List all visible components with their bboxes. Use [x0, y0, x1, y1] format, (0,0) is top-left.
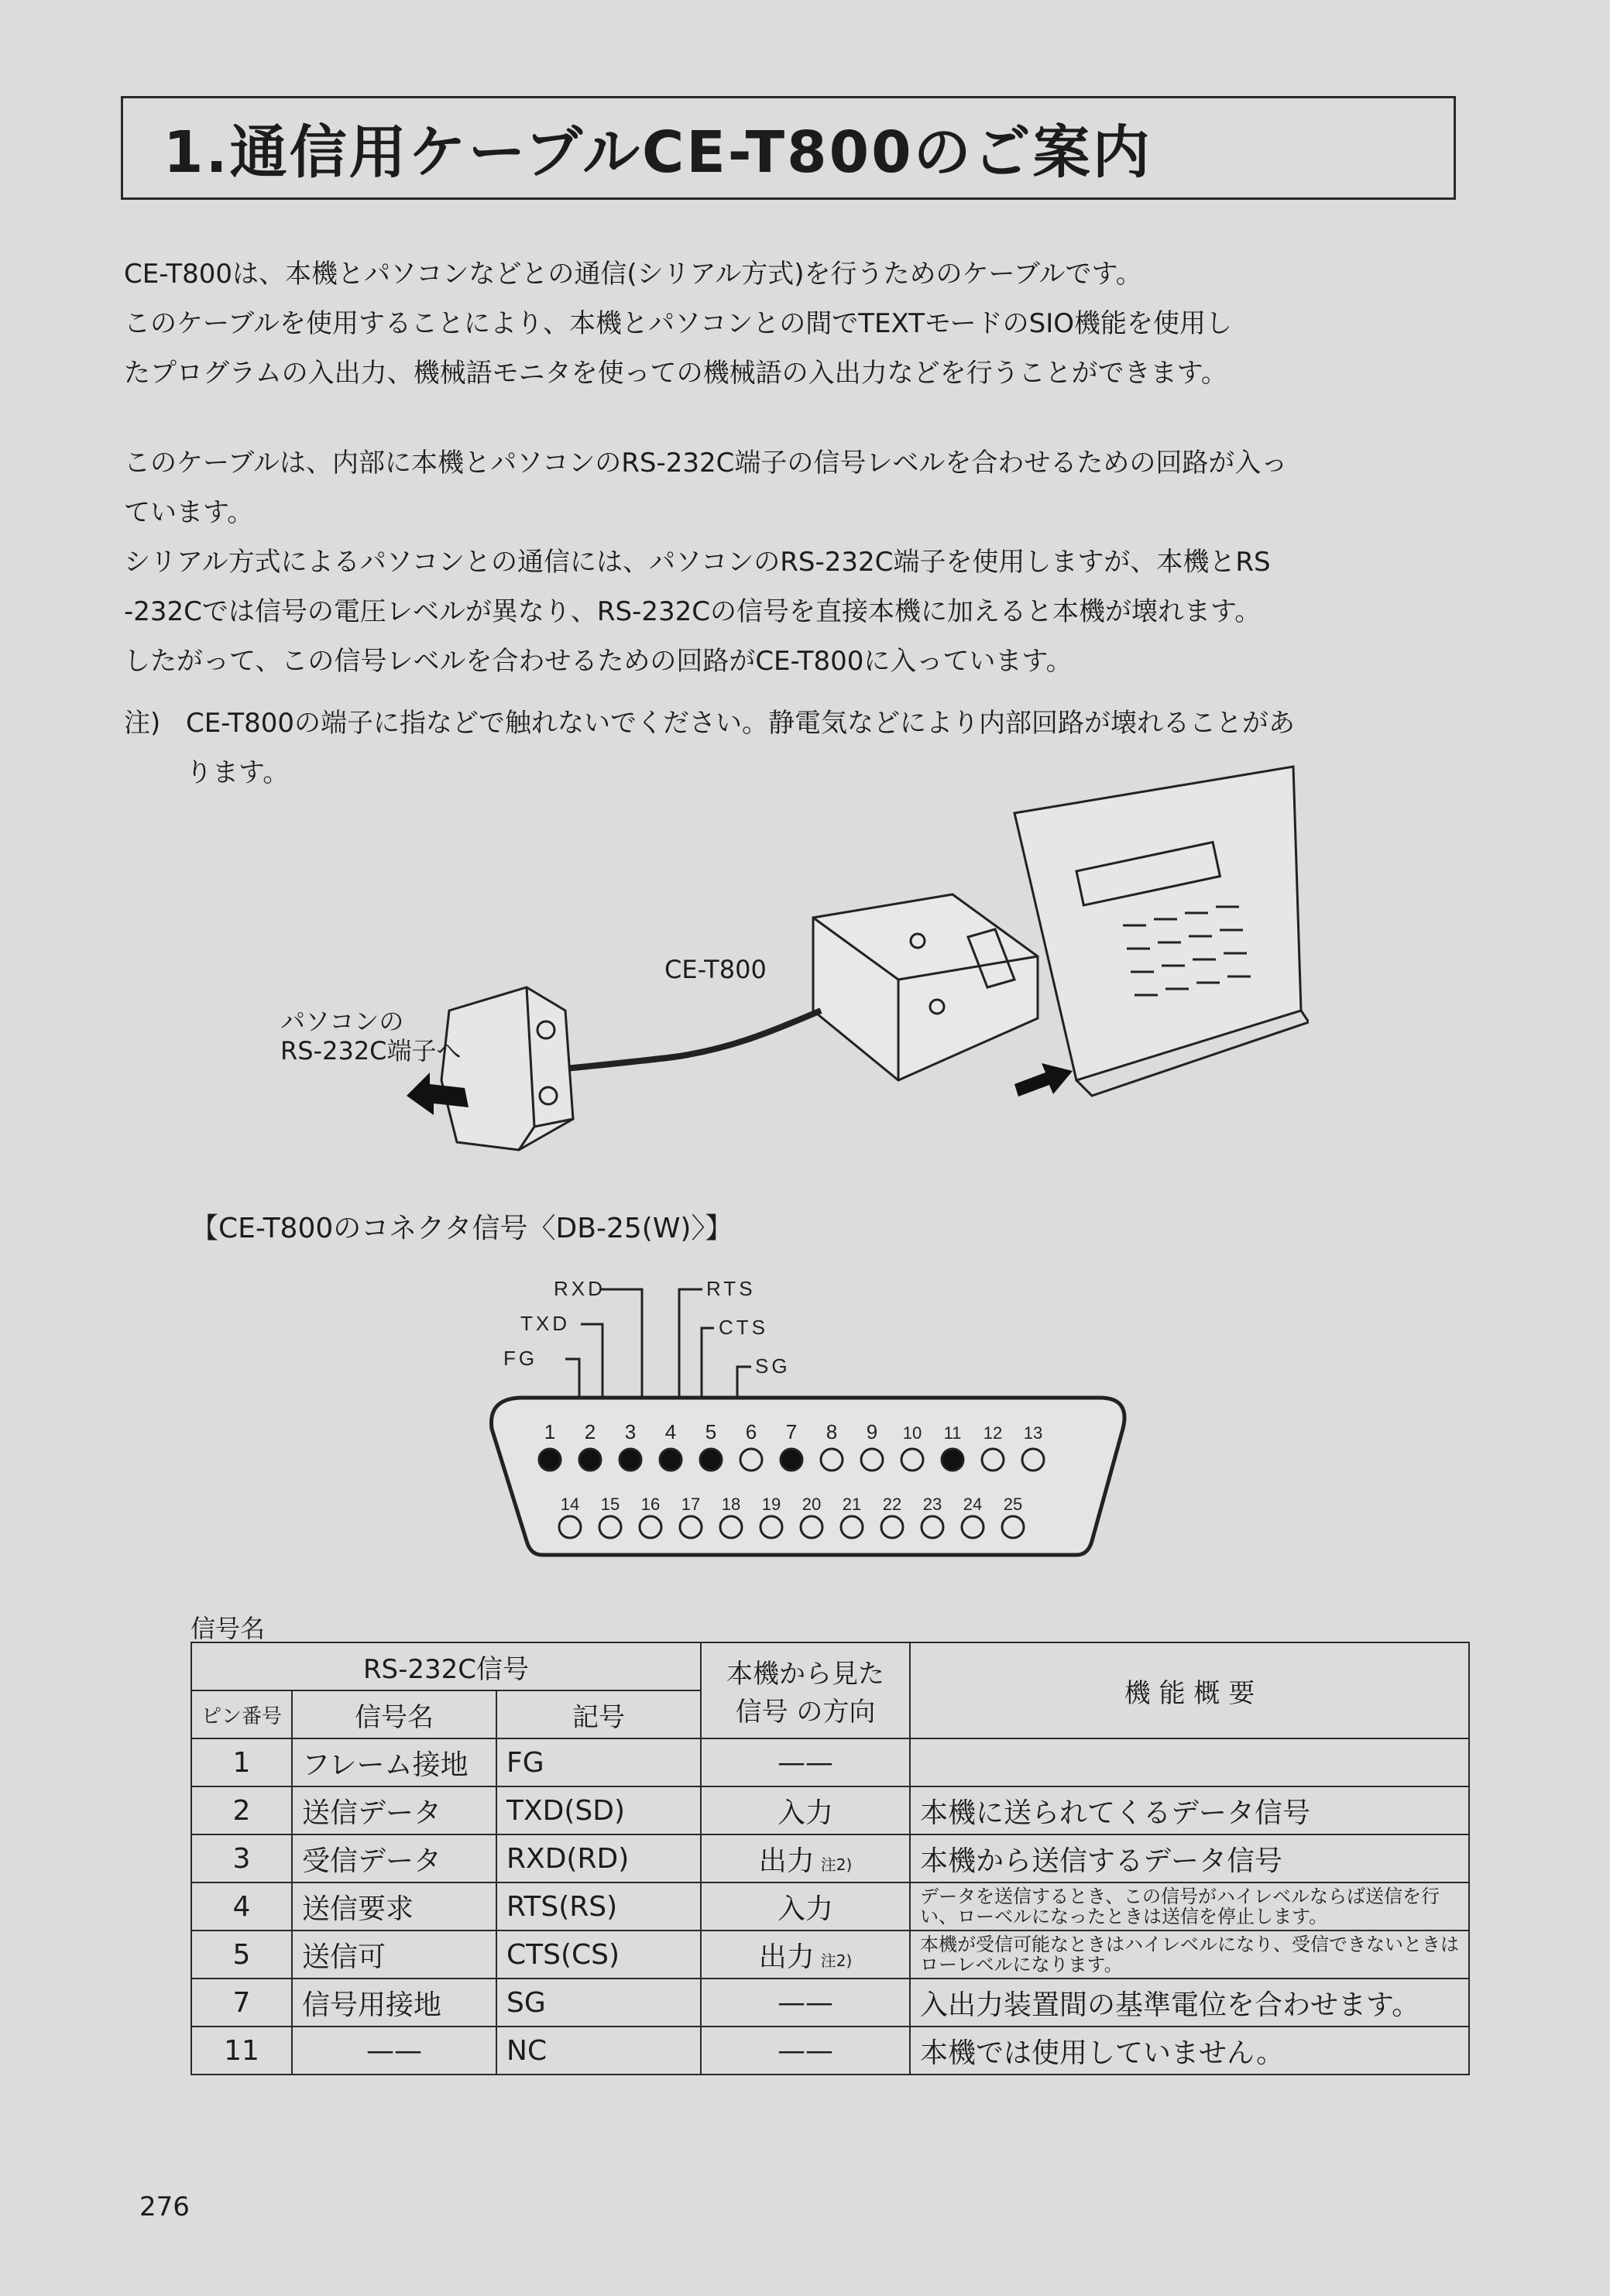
intro-line: たプログラムの入出力、機械語モニタを使っての機械語の入出力などを行うことができます。: [124, 358, 1227, 389]
signal-name-cell: 受信データ: [292, 1834, 496, 1882]
body-paragraph: [124, 438, 1471, 686]
symbol-cell: TXD(SD): [496, 1786, 701, 1834]
pin-number-label: 17: [681, 1495, 701, 1514]
table-row: [191, 1930, 1469, 1979]
direction-cell: 入力: [701, 1786, 910, 1834]
symbol-cell: FG: [496, 1738, 701, 1786]
function-cell: 入出力装置間の基準電位を合わせます。: [910, 1979, 1469, 2027]
pin-number-label: 8: [826, 1420, 838, 1443]
table-row: [191, 1834, 1469, 1882]
pin-unused: [982, 1449, 1004, 1471]
table-row: [191, 2027, 1469, 2075]
direction-cell: ——: [701, 2027, 910, 2075]
label-txd: TXD: [520, 1312, 570, 1335]
pc-label-line2: RS-232C端子へ: [280, 1036, 462, 1066]
page-number: 276: [139, 2191, 190, 2222]
function-cell: [910, 1738, 1469, 1786]
symbol-cell: RTS(RS): [496, 1882, 701, 1930]
pin-number-label: 12: [983, 1423, 1003, 1443]
table-row: [191, 1979, 1469, 2027]
function-cell: データを送信するとき、この信号がハイレベルならば送信を行い、ローベルになったときは送信を停止します。: [910, 1882, 1469, 1930]
pin-used: [700, 1449, 722, 1471]
label-sg: SG: [755, 1354, 791, 1378]
label-fg: FG: [503, 1347, 538, 1370]
signal-table-caption: 信号名: [191, 1614, 266, 1643]
pin-unused: [1002, 1516, 1024, 1538]
direction-header: 本機から見た 信号 の方向: [701, 1642, 910, 1738]
pin-unused: [1022, 1449, 1044, 1471]
pin-number-label: 2: [584, 1420, 596, 1443]
signal-name-cell: ——: [292, 2027, 496, 2075]
connector-caption: 【CE-T800のコネクタ信号〈DB-25(W)〉】: [191, 1213, 733, 1244]
device-label: CE-T800: [664, 955, 767, 984]
pin-number-label: 5: [705, 1420, 717, 1443]
db25-connector: [441, 987, 573, 1150]
label-rts: RTS: [706, 1277, 756, 1300]
pin-number-label: 16: [640, 1495, 661, 1514]
pin-number-label: 11: [943, 1423, 962, 1443]
connector-diagram: [465, 1239, 1131, 1572]
function-cell: 本機から送信するデータ信号: [910, 1834, 1469, 1882]
pin-unused: [680, 1516, 702, 1538]
pin-unused: [740, 1449, 762, 1471]
pin-unused: [821, 1449, 843, 1471]
pin-column-header: ピン番号: [191, 1690, 292, 1738]
pin-unused: [599, 1516, 621, 1538]
pin-cell: 2: [191, 1786, 292, 1834]
label-cts: CTS: [719, 1316, 768, 1339]
pin-number-label: 23: [922, 1495, 942, 1514]
pin-used: [660, 1449, 681, 1471]
symbol-cell: RXD(RD): [496, 1834, 701, 1882]
signal-name-cell: 送信要求: [292, 1882, 496, 1930]
pin-unused: [901, 1449, 923, 1471]
pin-number-label: 15: [600, 1495, 620, 1514]
pin-number-label: 9: [866, 1420, 878, 1443]
pin-number-label: 10: [902, 1423, 922, 1443]
pin-cell: 3: [191, 1834, 292, 1882]
pin-cell: 11: [191, 2027, 292, 2075]
title-box: [121, 96, 1456, 200]
label-rxd: RXD: [554, 1277, 606, 1300]
pin-unused: [841, 1516, 863, 1538]
pin-number-label: 19: [761, 1495, 781, 1514]
name-column-header: 信号名: [292, 1690, 496, 1738]
pin-number-label: 25: [1003, 1495, 1023, 1514]
pin-used: [942, 1449, 963, 1471]
body-line: シリアル方式によるパソコンとの通信には、パソコンのRS-232C端子を使用しますが、本機とRS: [124, 547, 1271, 578]
pocket-computer: [1014, 767, 1301, 1080]
direction-cell: ——: [701, 1738, 910, 1786]
ce-t800-module: [813, 894, 1038, 1080]
symbol-cell: SG: [496, 1979, 701, 2027]
table-row: [191, 1786, 1469, 1834]
function-header: 機 能 概 要: [910, 1642, 1469, 1738]
pin-unused: [922, 1516, 943, 1538]
body-line: したがって、この信号レベルを合わせるための回路がCE-T800に入っています。: [124, 646, 1073, 677]
pin-unused: [640, 1516, 661, 1538]
pin-used: [781, 1449, 802, 1471]
pin-number-label: 24: [963, 1495, 983, 1514]
pin-cell: 1: [191, 1738, 292, 1786]
function-cell: 本機に送られてくるデータ信号: [910, 1786, 1469, 1834]
pin-number-label: 21: [842, 1495, 862, 1514]
pin-unused: [559, 1516, 581, 1538]
note-lead: 注): [124, 708, 161, 739]
symbol-cell: CTS(CS): [496, 1930, 701, 1979]
pin-number-label: 13: [1023, 1423, 1043, 1443]
pin-number-label: 1: [544, 1420, 556, 1443]
pin-cell: 7: [191, 1979, 292, 2027]
pin-number-label: 18: [721, 1495, 741, 1514]
table-row: [191, 1738, 1469, 1786]
pin-cell: 5: [191, 1930, 292, 1979]
pin-number-label: 20: [802, 1495, 822, 1514]
intro-paragraph: [124, 249, 1471, 398]
signal-name-cell: 送信可: [292, 1930, 496, 1979]
cable-drawing: [271, 755, 1309, 1189]
direction-cell: 出力 注2): [701, 1834, 910, 1882]
page-title: 1.通信用ケーブルCE-T800のご案内: [163, 119, 1152, 186]
note-line: CE-T800の端子に指などで触れないでください。静電気などにより内部回路が壊れることがあ: [186, 708, 1296, 739]
pin-used: [539, 1449, 561, 1471]
pin-unused: [720, 1516, 742, 1538]
pin-used: [579, 1449, 601, 1471]
function-cell: 本機が受信可能なときはハイレベルになり、受信できないときはローレベルになります。: [910, 1930, 1469, 1979]
body-line: -232Cでは信号の電圧レベルが異なり、RS-232Cの信号を直接本機に加えると本機が壊れます。: [124, 596, 1262, 627]
signal-table: [191, 1642, 1470, 2075]
note-line: ります。: [186, 757, 290, 788]
direction-cell: ——: [701, 1979, 910, 2027]
signal-name-cell: 信号用接地: [292, 1979, 496, 2027]
pin-number-label: 4: [664, 1420, 677, 1443]
pin-unused: [962, 1516, 984, 1538]
pin-number-label: 7: [785, 1420, 798, 1443]
direction-cell: 入力: [701, 1882, 910, 1930]
body-line: ています。: [124, 497, 254, 528]
right-arrow-icon: [1014, 1063, 1073, 1097]
pin-unused: [861, 1449, 883, 1471]
pin-number-label: 3: [624, 1420, 637, 1443]
pin-unused: [801, 1516, 822, 1538]
symbol-cell: NC: [496, 2027, 701, 2075]
table-row: [191, 1882, 1469, 1930]
signal-name-cell: フレーム接地: [292, 1738, 496, 1786]
pin-number-label: 6: [745, 1420, 757, 1443]
pc-label-line1: パソコンの: [280, 1007, 404, 1036]
note-mark: 注2): [820, 1951, 853, 1970]
function-cell: 本機では使用していません。: [910, 2027, 1469, 2075]
signal-name-cell: 送信データ: [292, 1786, 496, 1834]
direction-cell: 出力 注2): [701, 1930, 910, 1979]
symbol-column-header: 記号: [496, 1690, 701, 1738]
body-line: このケーブルは、内部に本機とパソコンのRS-232C端子の信号レベルを合わせるための回路が入っ: [124, 448, 1288, 479]
cable: [565, 1011, 821, 1069]
signal-leader-lines: [565, 1289, 751, 1413]
intro-line: CE-T800は、本機とパソコンなどとの通信(シリアル方式)を行うためのケーブルです。: [124, 259, 1142, 290]
pin-number-label: 22: [882, 1495, 902, 1514]
pin-number-label: 14: [560, 1495, 580, 1514]
intro-line: このケーブルを使用することにより、本機とパソコンとの間でTEXTモードのSIO機能を使用し: [124, 308, 1232, 339]
cable-illustration: [271, 755, 1309, 1189]
pin-cell: 4: [191, 1882, 292, 1930]
pin-unused: [760, 1516, 782, 1538]
pin-unused: [881, 1516, 903, 1538]
pin-used: [620, 1449, 641, 1471]
note-mark: 注2): [820, 1855, 853, 1874]
rs232c-group-header: RS-232C信号: [191, 1642, 701, 1690]
